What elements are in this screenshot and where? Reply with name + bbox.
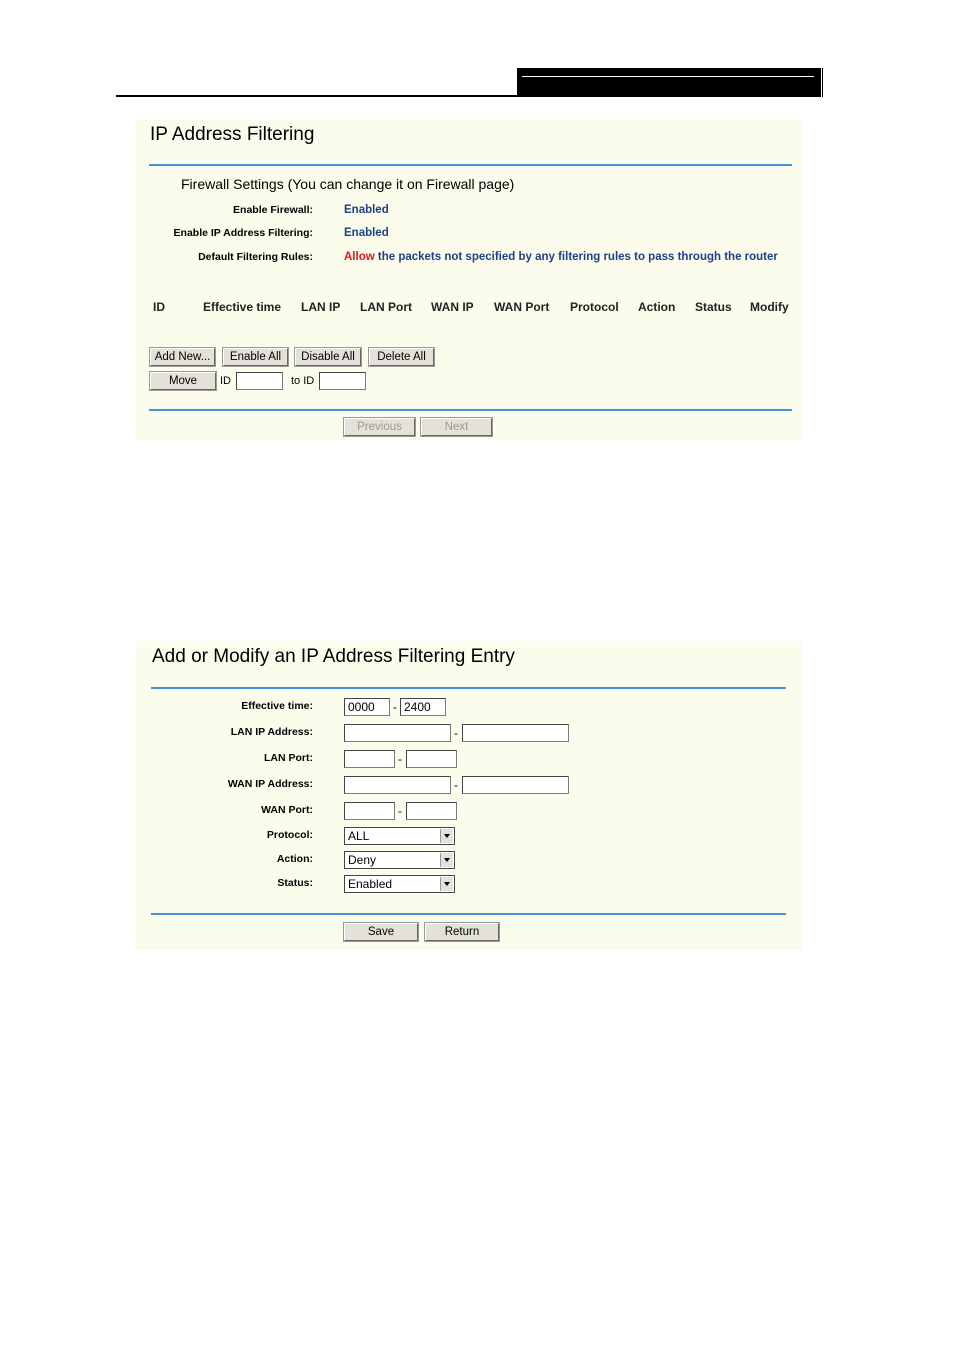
header-rule [116, 95, 521, 97]
action-label: Action: [276, 853, 313, 865]
col-wan-ip: WAN IP [431, 300, 474, 314]
wan-ip-end-input[interactable] [462, 776, 569, 794]
header-block [517, 68, 823, 97]
chevron-down-icon[interactable] [440, 829, 453, 843]
bottom-divider [149, 409, 792, 411]
wan-ip-label: WAN IP Address: [227, 778, 313, 790]
wan-port-start-input[interactable] [344, 802, 395, 820]
lan-ip-end-input[interactable] [462, 724, 569, 742]
wan-port-separator: - [398, 804, 402, 818]
next-button[interactable]: Next [421, 418, 492, 436]
header-block-rule [522, 76, 814, 77]
wan-ip-start-input[interactable] [344, 776, 451, 794]
default-rules-label: Default Filtering Rules: [198, 251, 313, 263]
col-status: Status [695, 300, 732, 314]
page-title: IP Address Filtering [150, 124, 315, 145]
enable-firewall-value: Enabled [344, 204, 389, 216]
entry-bottom-divider [151, 913, 786, 915]
default-rule-allow: Allow [344, 251, 375, 263]
move-to-id-input[interactable] [319, 372, 366, 390]
entry-title: Add or Modify an IP Address Filtering Entry [152, 646, 515, 667]
effective-time-end-input[interactable]: 2400 [400, 698, 446, 716]
firewall-settings-heading: Firewall Settings (You can change it on Firewall page) [181, 176, 515, 192]
col-effective-time: Effective time [203, 300, 282, 314]
wan-port-end-input[interactable] [406, 802, 457, 820]
add-new-button[interactable]: Add New... [150, 348, 215, 366]
lan-ip-start-input[interactable] [344, 724, 451, 742]
enable-all-button[interactable]: Enable All [223, 348, 288, 366]
title-divider [149, 164, 792, 166]
default-rules-value [344, 251, 778, 263]
col-lan-ip: LAN IP [301, 300, 341, 314]
move-button[interactable]: Move [150, 372, 216, 390]
lan-port-end-input[interactable] [406, 750, 457, 768]
move-id-input[interactable] [236, 372, 283, 390]
effective-time-separator: - [393, 700, 397, 714]
action-select[interactable] [344, 851, 455, 869]
wan-port-label: WAN Port: [261, 804, 313, 816]
lan-port-separator: - [398, 752, 402, 766]
col-lan-port: LAN Port [360, 300, 412, 314]
wan-ip-separator: - [454, 778, 458, 792]
enable-firewall-label: Enable Firewall: [233, 204, 313, 216]
lan-ip-label: LAN IP Address: [230, 726, 313, 738]
delete-all-button[interactable]: Delete All [369, 348, 434, 366]
status-selected-value: Enabled [348, 877, 393, 891]
lan-port-start-input[interactable] [344, 750, 395, 768]
lan-port-label: LAN Port: [264, 752, 313, 764]
col-modify: Modify [750, 300, 789, 314]
previous-button[interactable]: Previous [344, 418, 415, 436]
effective-time-start-input[interactable]: 0000 [344, 698, 390, 716]
disable-all-button[interactable]: Disable All [295, 348, 361, 366]
status-label: Status: [277, 877, 313, 889]
col-wan-port: WAN Port [494, 300, 550, 314]
col-action: Action [638, 300, 676, 314]
col-protocol: Protocol [570, 300, 619, 314]
move-id-label: ID [220, 375, 231, 387]
effective-time-label: Effective time: [241, 700, 313, 712]
lan-ip-separator: - [454, 726, 458, 740]
save-button[interactable]: Save [344, 923, 418, 941]
action-selected-value: Deny [348, 853, 377, 867]
enable-ip-filtering-label: Enable IP Address Filtering: [173, 227, 313, 239]
col-id: ID [153, 300, 165, 314]
protocol-select[interactable] [344, 827, 455, 845]
protocol-selected-value: ALL [348, 829, 370, 843]
chevron-down-icon[interactable] [440, 853, 453, 867]
return-button[interactable]: Return [425, 923, 499, 941]
enable-ip-filtering-value: Enabled [344, 227, 389, 239]
header-block-edge [821, 68, 822, 97]
status-select[interactable] [344, 875, 455, 893]
ip-filtering-panel [136, 119, 802, 440]
move-to-id-label: to ID [291, 375, 315, 387]
chevron-down-icon[interactable] [440, 877, 453, 891]
entry-title-divider [151, 687, 786, 689]
protocol-label: Protocol: [266, 829, 313, 841]
default-rule-description: the packets not specified by any filtering rules to pass through the router [377, 251, 778, 263]
